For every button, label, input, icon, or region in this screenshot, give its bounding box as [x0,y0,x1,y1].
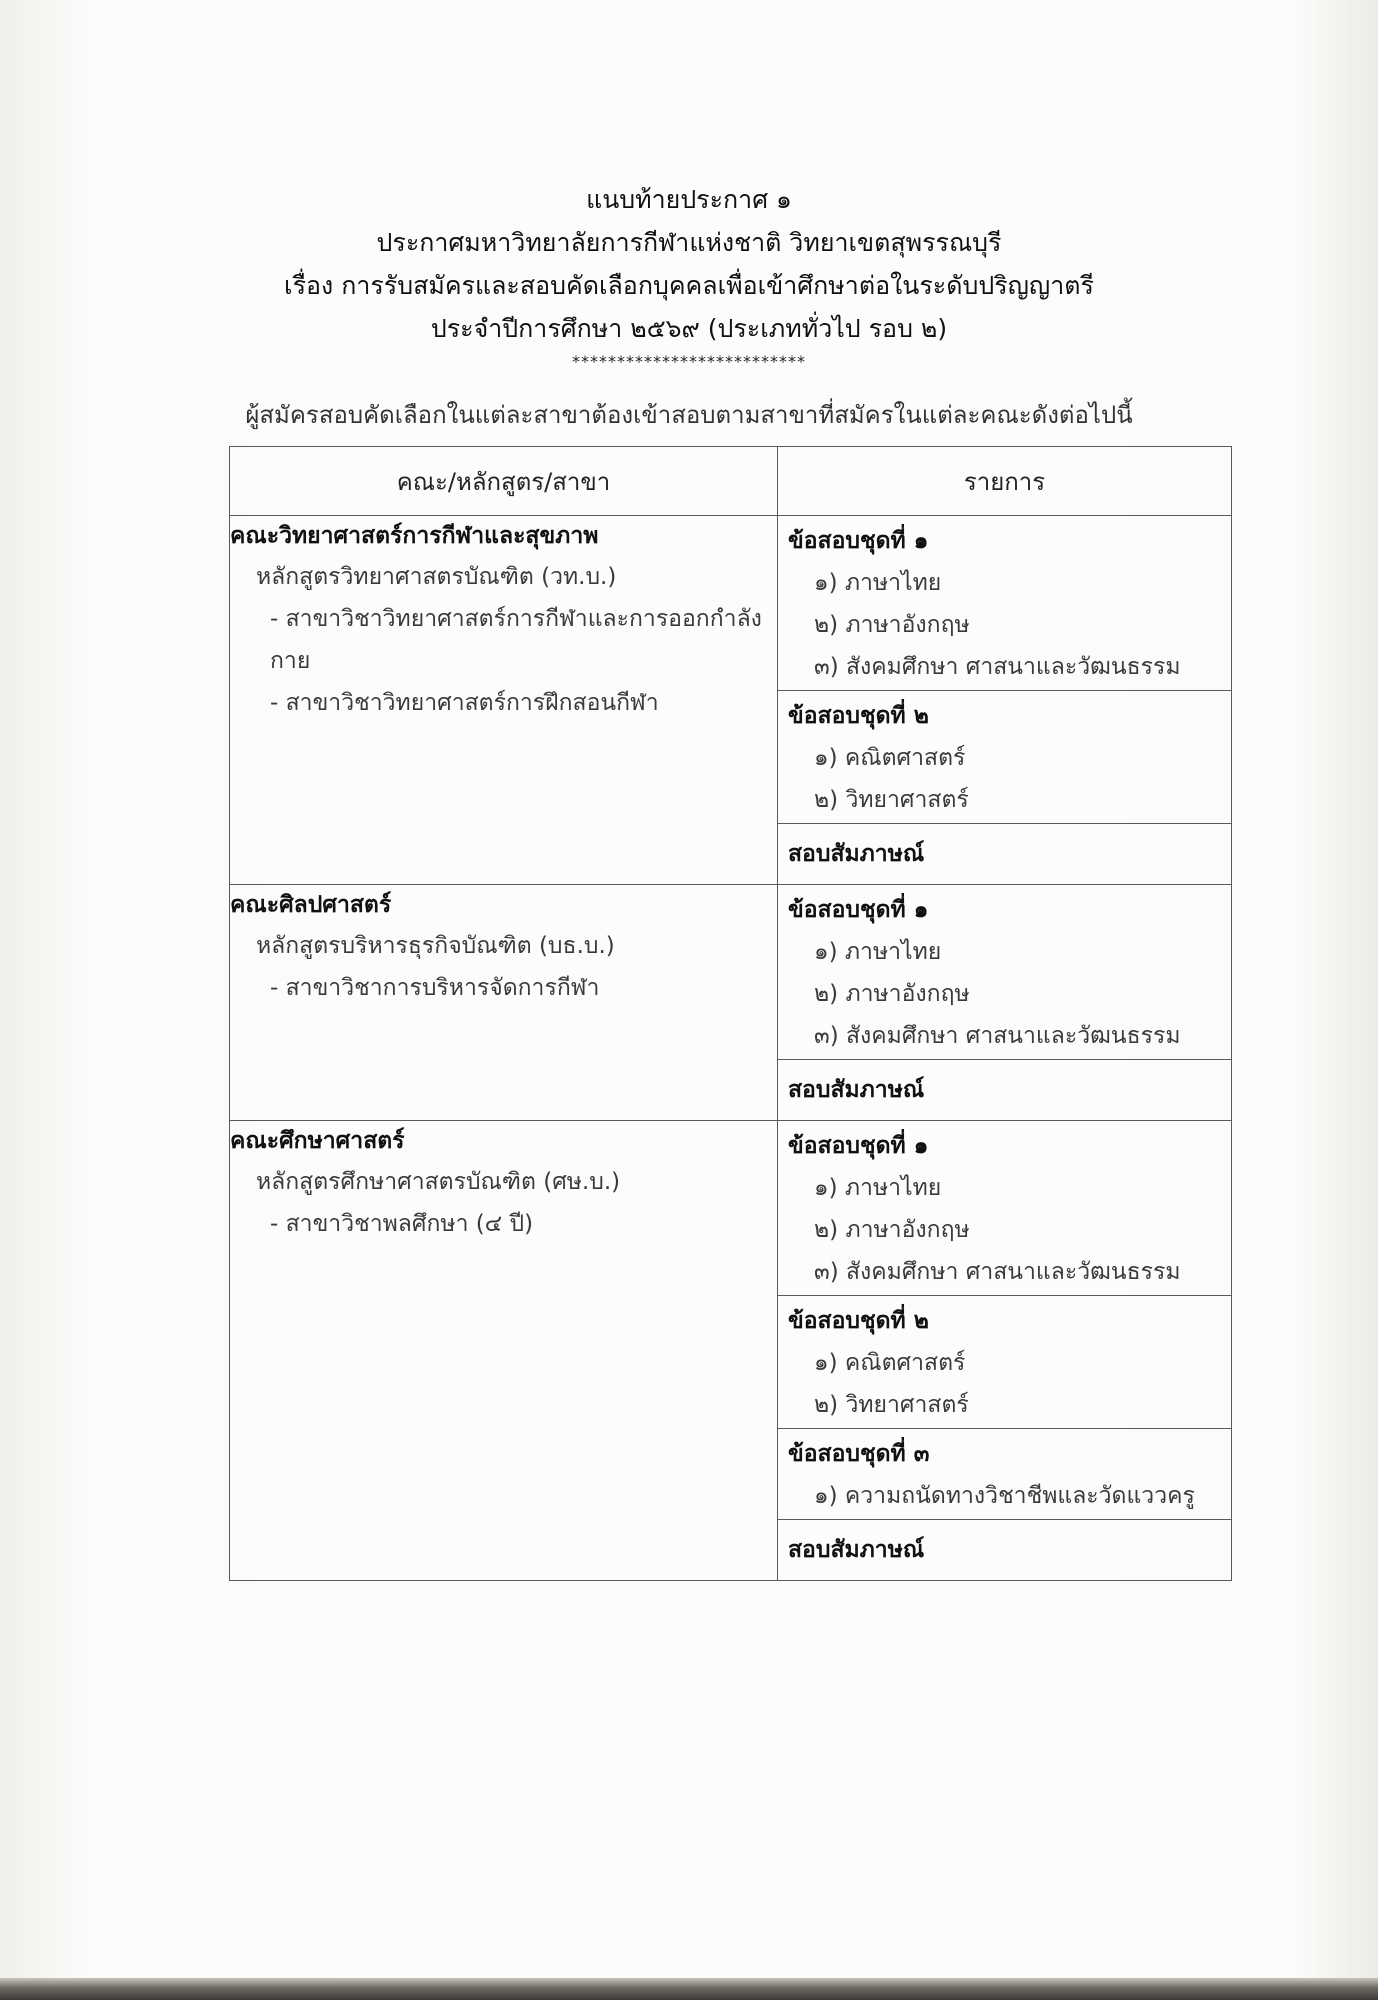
exam-subject: ๑) ภาษาไทย [814,570,942,596]
exam-set [778,885,1231,1060]
exam-subject: ๑) คณิตศาสตร์ [814,1350,966,1376]
exam-subject: ๒) ภาษาอังกฤษ [814,1217,970,1243]
major-name: - สาขาวิชาพลศึกษา (๔ ปี) [270,1211,534,1237]
exam-subject: ๑) ภาษาไทย [814,1175,942,1201]
announcement-title: ประกาศมหาวิทยาลัยการกีฬาแห่งชาติ วิทยาเขตสุพรรณบุรี [376,228,1002,257]
exam-subject: ๒) ภาษาอังกฤษ [814,612,970,638]
exam-items-cell [778,516,1232,885]
attachment-title: แนบท้ายประกาศ ๑ [586,185,792,214]
faculty-cell [230,516,778,885]
exam-set-title: ข้อสอบชุดที่ ๑ [788,897,929,923]
program-name: หลักสูตรวิทยาศาสตรบัณฑิต (วท.บ.) [256,564,617,590]
major-name: - สาขาวิชาวิทยาศาสตร์การฝึกสอนกีฬา [270,690,659,716]
faculty-name: คณะศึกษาศาสตร์ [230,1128,405,1154]
exam-set-title: ข้อสอบชุดที่ ๑ [788,1133,929,1159]
exam-set [778,1296,1231,1429]
exam-items-cell [778,1121,1232,1581]
exam-table [229,446,1232,1581]
interview-label: สอบสัมภาษณ์ [788,841,925,867]
exam-subject: ๓) สังคมศึกษา ศาสนาและวัฒนธรรม [814,654,1181,680]
exam-set [778,516,1231,691]
exam-subject: ๒) วิทยาศาสตร์ [814,787,969,813]
exam-set-title: ข้อสอบชุดที่ ๒ [788,1308,929,1334]
column-header-faculty: คณะ/หลักสูตร/สาขา [230,447,778,516]
table-row [230,516,1232,885]
exam-set-title: ข้อสอบชุดที่ ๒ [788,703,929,729]
exam-set-title: ข้อสอบชุดที่ ๑ [788,528,929,554]
faculty-cell [230,1121,778,1581]
faculty-name: คณะวิทยาศาสตร์การกีฬาและสุขภาพ [230,523,599,549]
table-body [230,516,1232,1581]
interview-label: สอบสัมภาษณ์ [788,1077,925,1103]
exam-set [778,691,1231,824]
interview-label: สอบสัมภาษณ์ [788,1537,925,1563]
exam-set [778,1429,1231,1520]
exam-subject: ๓) สังคมศึกษา ศาสนาและวัฒนธรรม [814,1259,1181,1285]
exam-subject: ๒) วิทยาศาสตร์ [814,1392,969,1418]
page-bottom-edge [0,1978,1378,2000]
table-header-row [230,447,1232,516]
program-name: หลักสูตรศึกษาศาสตรบัณฑิต (ศษ.บ.) [256,1169,621,1195]
exam-subject: ๑) คณิตศาสตร์ [814,745,966,771]
exam-subject: ๑) ภาษาไทย [814,939,942,965]
academic-year: ประจำปีการศึกษา ๒๕๖๙ (ประเภททั่วไป รอบ ๒) [430,314,948,343]
exam-set-title: ข้อสอบชุดที่ ๓ [788,1441,930,1467]
exam-subject: ๓) สังคมศึกษา ศาสนาและวัฒนธรรม [814,1023,1181,1049]
column-header-items: รายการ [778,447,1232,516]
document-header [0,178,1378,374]
table-row [230,885,1232,1121]
exam-subject: ๑) ความถนัดทางวิชาชีพและวัดแววครู [814,1483,1195,1509]
exam-set [778,1121,1231,1296]
major-name: - สาขาวิชาวิทยาศาสตร์การกีฬาและการออกกำลังกาย [270,606,762,674]
faculty-name: คณะศิลปศาสตร์ [230,892,392,918]
table-row [230,1121,1232,1581]
faculty-cell [230,885,778,1121]
separator-stars: ************************** [572,352,806,371]
announcement-subject: เรื่อง การรับสมัครและสอบคัดเลือกบุคคลเพื่อเข้าศึกษาต่อในระดับปริญญาตรี [284,271,1094,300]
exam-items-cell [778,885,1232,1121]
major-name: - สาขาวิชาการบริหารจัดการกีฬา [270,975,600,1001]
program-name: หลักสูตรบริหารธุรกิจบัณฑิต (บธ.บ.) [256,933,615,959]
exam-subject: ๒) ภาษาอังกฤษ [814,981,970,1007]
intro-text: ผู้สมัครสอบคัดเลือกในแต่ละสาขาต้องเข้าสอบตามสาขาที่สมัครในแต่ละคณะดังต่อไปนี้ [245,401,1133,429]
